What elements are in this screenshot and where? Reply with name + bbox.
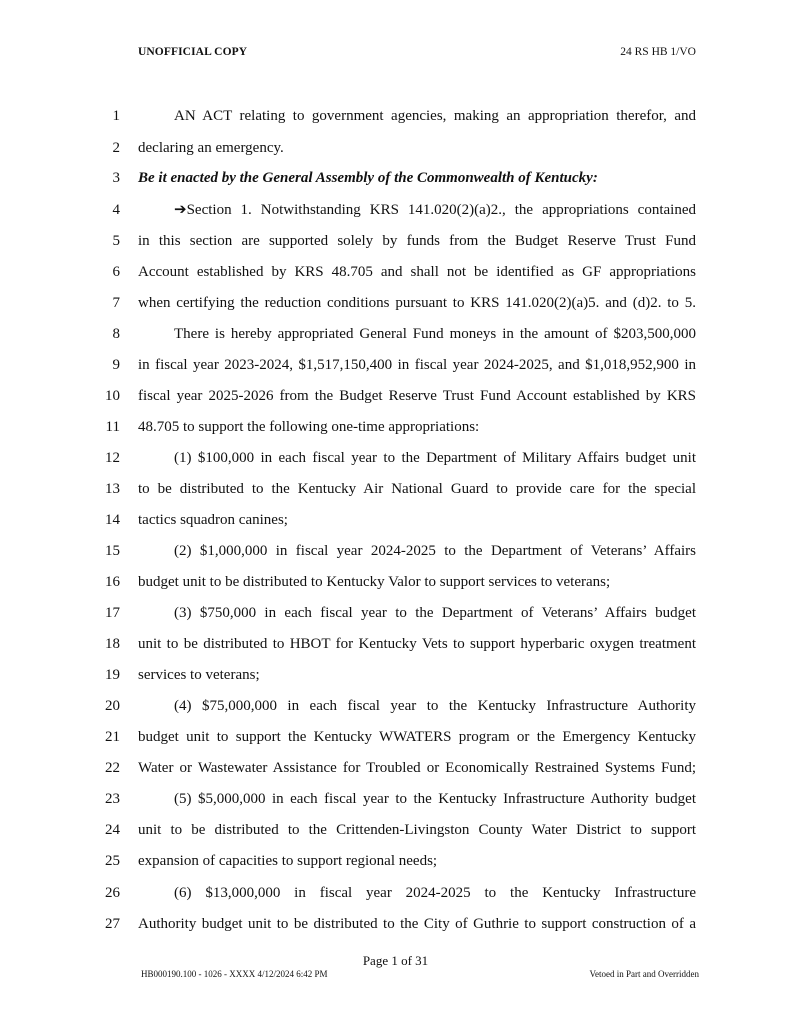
bill-line: (1) $100,000 in each fiscal year to the Department of Military Affairs budget unit — [174, 450, 696, 466]
bill-line: expansion of capacities to support regional needs; — [138, 853, 438, 869]
bill-line: declaring an emergency. — [138, 140, 284, 156]
bill-line: budget unit to be distributed to Kentucky Valor to support services to veterans; — [138, 574, 611, 590]
line-number: 18 — [105, 636, 120, 652]
line-number: 4 — [112, 202, 120, 218]
line-number: 21 — [105, 729, 120, 745]
line-number: 25 — [105, 853, 120, 869]
footer-status: Vetoed in Part and Overridden — [589, 969, 699, 979]
line-number: 3 — [112, 170, 120, 186]
bill-line: (6) $13,000,000 in fiscal year 2024-2025 to the Kentucky Infrastructure — [174, 885, 696, 901]
line-number: 7 — [112, 295, 120, 311]
line-number: 24 — [105, 822, 120, 838]
bill-line: There is hereby appropriated General Fund moneys in the amount of $203,500,000 — [174, 326, 696, 342]
bill-line: fiscal year 2025-2026 from the Budget Reserve Trust Fund Account established by KRS — [138, 388, 696, 404]
line-number: 14 — [105, 512, 120, 528]
enacting-clause: Be it enacted by the General Assembly of the Commonwealth of Kentucky: — [138, 170, 598, 186]
bill-line: when certifying the reduction conditions pursuant to KRS 141.020(2)(a)5. and (d)2. to 5. — [138, 295, 696, 311]
bill-line: Account established by KRS 48.705 and shall not be identified as GF appropriations — [138, 264, 696, 280]
bill-line: to be distributed to the Kentucky Air National Guard to provide care for the special — [138, 481, 696, 497]
line-number: 16 — [105, 574, 120, 590]
line-number: 2 — [112, 140, 120, 156]
bill-line: (2) $1,000,000 in fiscal year 2024-2025 to the Department of Veterans’ Affairs — [174, 543, 696, 559]
line-number: 26 — [105, 885, 120, 901]
line-number: 15 — [105, 543, 120, 559]
bill-line: tactics squadron canines; — [138, 512, 288, 528]
line-number: 8 — [112, 326, 120, 342]
bill-line: services to veterans; — [138, 667, 260, 683]
bill-line: (3) $750,000 in each fiscal year to the Department of Veterans’ Affairs budget — [174, 605, 696, 621]
line-number: 9 — [112, 357, 120, 373]
footer-document-id: HB000190.100 - 1026 - XXXX 4/12/2024 6:42 PM — [141, 969, 328, 979]
line-number: 10 — [105, 388, 120, 404]
page-header-right: 24 RS HB 1/VO — [620, 46, 696, 58]
line-number: 1 — [112, 108, 120, 124]
bill-line: AN ACT relating to government agencies, making an appropriation therefor, and — [174, 108, 696, 124]
bill-line: in fiscal year 2023-2024, $1,517,150,400 in fiscal year 2024-2025, and $1,018,952,900 in — [138, 357, 696, 373]
bill-line: unit to be distributed to the Crittenden-Livingston County Water District to support — [138, 822, 696, 838]
line-number: 12 — [105, 450, 120, 466]
bill-line: unit to be distributed to HBOT for Kentucky Vets to support hyperbaric oxygen treatment — [138, 636, 696, 652]
line-number: 20 — [105, 698, 120, 714]
bill-line: Authority budget unit to be distributed to the City of Guthrie to support construction of a — [138, 916, 696, 932]
bill-line: Water or Wastewater Assistance for Troubled or Economically Restrained Systems Fund; — [138, 760, 696, 776]
line-number: 6 — [112, 264, 120, 280]
line-number: 19 — [105, 667, 120, 683]
line-number: 5 — [112, 233, 120, 249]
bill-line: budget unit to support the Kentucky WWATERS program or the Emergency Kentucky — [138, 729, 696, 745]
line-number: 22 — [105, 760, 120, 776]
bill-line: (4) $75,000,000 in each fiscal year to the Kentucky Infrastructure Authority — [174, 698, 696, 714]
line-number: 11 — [105, 419, 120, 435]
bill-line: (5) $5,000,000 in each fiscal year to the Kentucky Infrastructure Authority budget — [174, 791, 696, 807]
line-number: 17 — [105, 605, 120, 621]
bill-line: 48.705 to support the following one-time appropriations: — [138, 419, 480, 435]
bill-line: in this section are supported solely by funds from the Budget Reserve Trust Fund — [138, 233, 696, 249]
bill-line-section — [174, 200, 696, 220]
line-number: 27 — [105, 916, 120, 932]
page-number: Page 1 of 31 — [362, 953, 429, 968]
arrow-right-icon: ➔ — [174, 202, 187, 218]
line-number: 13 — [105, 481, 120, 497]
line-number: 23 — [105, 791, 120, 807]
section-text: Section 1. Notwithstanding KRS 141.020(2)(a)2., the appropriations contained — [186, 202, 696, 218]
page-header-left: UNOFFICIAL COPY — [138, 46, 248, 58]
